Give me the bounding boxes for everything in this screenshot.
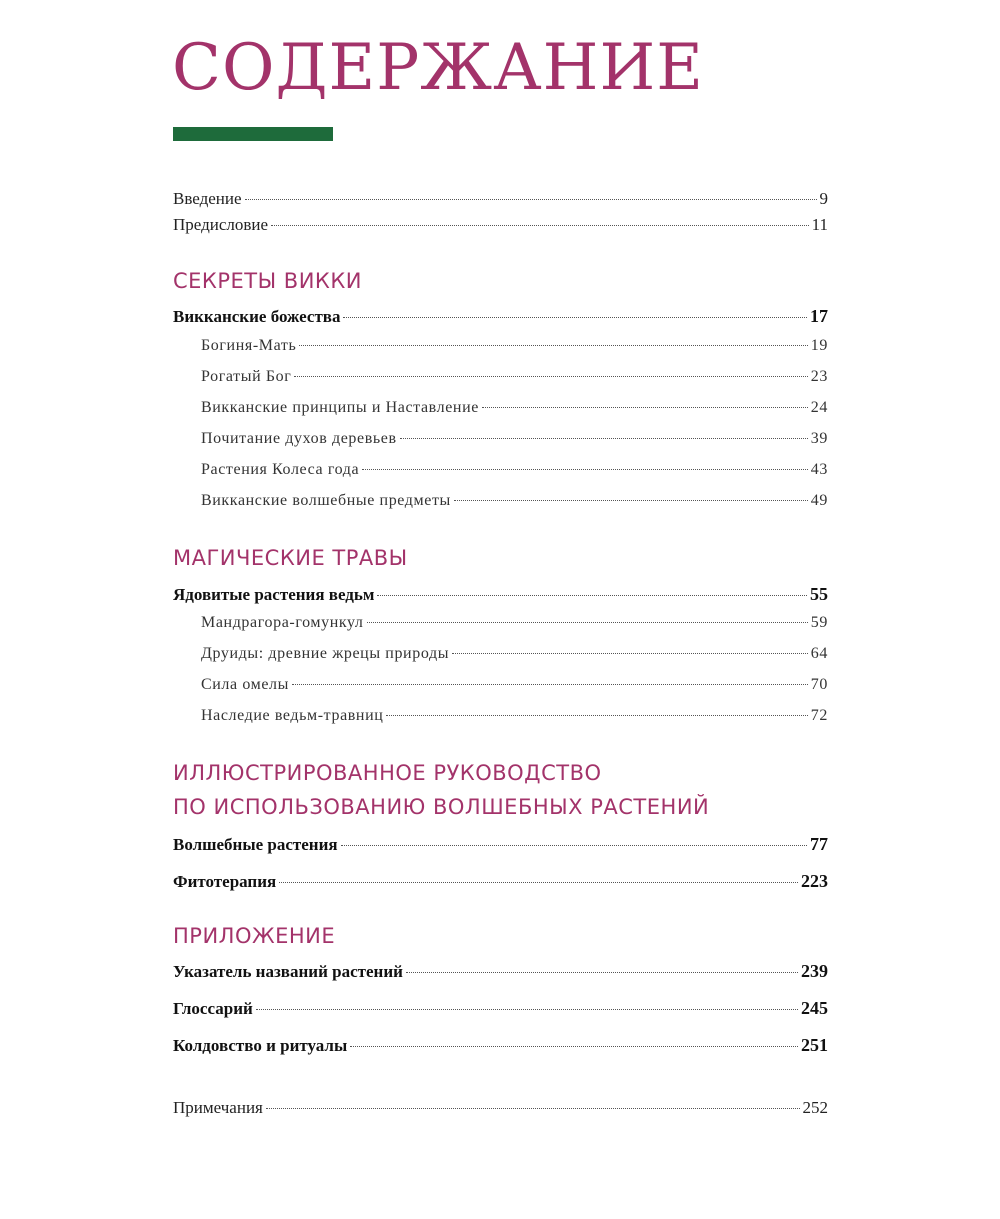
toc-entry-page: 9 xyxy=(819,189,828,208)
section-heading-illustrated-guide-line2: ПО ИСПОЛЬЗОВАНИЮ ВОЛШЕБНЫХ РАСТЕНИЙ xyxy=(173,795,710,819)
toc-subentry-label: Мандрагора-гомункул xyxy=(201,614,364,631)
toc-entry-page: 251 xyxy=(801,1035,828,1055)
toc-entry-page: 11 xyxy=(811,215,828,234)
section-heading-wicca-secrets: СЕКРЕТЫ ВИККИ xyxy=(173,269,362,293)
dot-leader xyxy=(452,653,808,654)
dot-leader xyxy=(292,684,808,685)
toc-subentry-label: Викканские принципы и Наставление xyxy=(201,399,479,416)
toc-entry-introduction[interactable] xyxy=(173,188,828,210)
dot-leader xyxy=(482,407,808,408)
toc-subentry[interactable] xyxy=(201,614,828,632)
toc-entry-label: Указатель названий растений xyxy=(173,962,403,981)
section-heading-magic-herbs: МАГИЧЕСКИЕ ТРАВЫ xyxy=(173,546,408,570)
toc-subentry[interactable] xyxy=(201,368,828,386)
toc-subentry-label: Богиня-Мать xyxy=(201,337,297,354)
toc-subentry-page: 72 xyxy=(810,707,828,724)
toc-entry-label: Волшебные растения xyxy=(173,835,338,854)
toc-subentry[interactable] xyxy=(201,399,828,417)
toc-subentry-label: Наследие ведьм-травниц xyxy=(201,707,384,724)
dot-leader xyxy=(350,1046,798,1047)
dot-leader xyxy=(266,1108,800,1109)
toc-subentry-page: 59 xyxy=(810,614,828,631)
toc-entry-page: 245 xyxy=(801,998,828,1018)
dot-leader xyxy=(294,376,807,377)
toc-entry-label: Фитотерапия xyxy=(173,872,277,891)
toc-subentry-page: 70 xyxy=(810,676,828,693)
toc-entry-phytotherapy[interactable] xyxy=(173,870,828,893)
title-rule xyxy=(173,127,333,141)
toc-subentry-page: 39 xyxy=(810,430,828,447)
section-heading-illustrated-guide-line1: ИЛЛЮСТРИРОВАННОЕ РУКОВОДСТВО xyxy=(173,761,602,785)
toc-subentry-label: Друиды: древние жрецы природы xyxy=(201,645,450,662)
toc-entry-label: Предисловие xyxy=(173,215,269,234)
toc-subentry-label: Викканские волшебные предметы xyxy=(201,492,451,509)
toc-subentry[interactable] xyxy=(201,676,828,694)
toc-entry-page: 55 xyxy=(810,584,828,604)
toc-entry-page: 17 xyxy=(810,306,828,326)
toc-subentry[interactable] xyxy=(201,645,828,663)
toc-subentry-label: Сила омелы xyxy=(201,676,289,693)
toc-subentry[interactable] xyxy=(201,492,828,510)
toc-subentry-page: 64 xyxy=(810,645,828,662)
toc-entry-page: 239 xyxy=(801,961,828,981)
toc-subentry-page: 49 xyxy=(810,492,828,509)
dot-leader xyxy=(454,500,808,501)
toc-entry-magic-plants[interactable] xyxy=(173,833,828,856)
dot-leader xyxy=(271,225,809,226)
toc-entry-label: Викканские божества xyxy=(173,307,341,326)
dot-leader xyxy=(245,199,817,200)
toc-entry-wiccan-deities[interactable] xyxy=(173,305,828,328)
toc-entry-glossary[interactable] xyxy=(173,997,828,1020)
toc-entry-plant-index[interactable] xyxy=(173,960,828,983)
toc-entry-label: Введение xyxy=(173,189,242,208)
toc-subentry-label: Рогатый Бог xyxy=(201,368,292,385)
toc-subentry-page: 24 xyxy=(810,399,828,416)
dot-leader xyxy=(343,317,807,318)
toc-entry-label: Колдовство и ритуалы xyxy=(173,1036,348,1055)
toc-subentry[interactable] xyxy=(201,430,828,448)
dot-leader xyxy=(400,438,808,439)
toc-subentry[interactable] xyxy=(201,461,828,479)
toc-entry-page: 252 xyxy=(802,1098,828,1117)
dot-leader xyxy=(377,595,807,596)
page-title: СОДЕРЖАНИЕ xyxy=(172,31,704,105)
toc-entry-page: 223 xyxy=(801,871,828,891)
toc-entry-label: Ядовитые растения ведьм xyxy=(173,585,375,604)
toc-subentry-label: Растения Колеса года xyxy=(201,461,360,478)
dot-leader xyxy=(299,345,807,346)
toc-entry-notes[interactable] xyxy=(173,1097,828,1119)
toc-subentry-page: 43 xyxy=(810,461,828,478)
section-heading-appendix: ПРИЛОЖЕНИЕ xyxy=(173,924,336,948)
toc-entry-poisonous-plants[interactable] xyxy=(173,583,828,606)
toc-subentry-label: Почитание духов деревьев xyxy=(201,430,397,447)
dot-leader xyxy=(406,972,798,973)
toc-entry-page: 77 xyxy=(810,834,828,854)
toc-subentry-page: 23 xyxy=(810,368,828,385)
dot-leader xyxy=(279,882,798,883)
dot-leader xyxy=(256,1009,798,1010)
toc-entry-witchcraft-rituals[interactable] xyxy=(173,1034,828,1057)
toc-subentry[interactable] xyxy=(201,707,828,725)
toc-entry-preface[interactable] xyxy=(173,214,828,236)
dot-leader xyxy=(362,469,808,470)
dot-leader xyxy=(367,622,808,623)
toc-subentry[interactable] xyxy=(201,337,828,355)
dot-leader xyxy=(341,845,807,846)
toc-subentry-page: 19 xyxy=(810,337,828,354)
toc-entry-label: Примечания xyxy=(173,1098,263,1117)
toc-entry-label: Глоссарий xyxy=(173,999,253,1018)
dot-leader xyxy=(386,715,807,716)
